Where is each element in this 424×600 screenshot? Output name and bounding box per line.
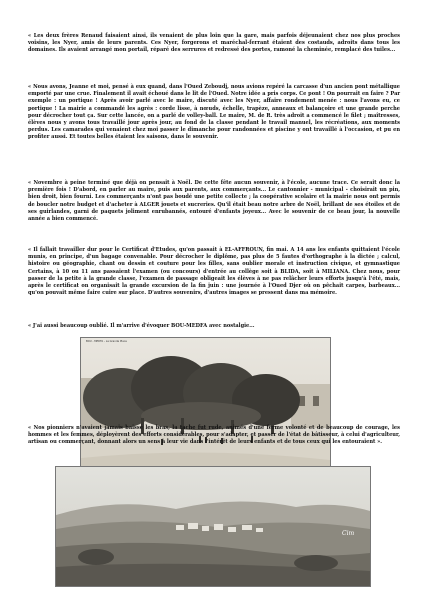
landscape-image	[56, 467, 370, 586]
paragraph-portique: « Nous avons, Jeanne et moi, pensé à eux quand, dans l'Oued Zeboudj, nous avions repéré la carcasse d'un ancien pont métallique emporté par une crue. Finalement il avait échoué dans le lit de l'Oued. Notre idée a pris corps. Ce pont ! On pourrait en faire ? Par exemple : un portique ! Après avoir parlé avec le maire, discuté avec les Nyer, affaire rondement menée : nous l'avons eu, ce portique ! La mairie a commandé les agrès : corde lisse, à nœuds, échelle, trapèze, anneaux et balançoire et une grande perche pour décrocher tout ça. Sur cette lancée, on a parlé de volley-ball. Le maire, M. de R. très adroit a commencé le filet ; maîtresses, élèves nous y avons tous travaillé jour après jour, au fond de la classe pendant le travail manuel, les récréations, aux moments perdus. Les camarades qui venaient chez moi passer le dimanche pour randonnées et piscine y ont travaillé à l'occasion, et pu en profiter aussi. Et toutes belles étaient les saisons, dans le souvenir.	[28, 84, 400, 141]
paragraph-noel: « Novembre à peine terminé que déjà on pensait à Noël. De cette fête aucun souvenir, à l'école, aucune trace. Ce serait donc la première fois ! D'abord, en parler au maire, puis aux parents, aux commerçants... Le cantonnier - municipal - choisirait un pin, bien droit, bien fourni. Les commerçants n'ont pas boudé une petite collecte ; la coopérative scolaire et la mairie nous ont permis de boucler notre budget et d'acheter à ALGER jouets et sucreries. Qu'il était beau notre arbre de Noël, brillant de ses étoiles et de ses guirlandes, garni de paquets joliment enrubannés, entouré d'enfants joyeux... Avec le souvenir de ce beau jour, la nouvelle année a bien commencé.	[28, 180, 400, 223]
paragraph-pionniers: « Nos pionniers n'avaient jamais baissé les bras, la tache fut rude, animés d'une ferme volonté et de beaucoup de courage, les hommes et les femmes, déployèrent des efforts considérables, pour s'adapter, et passer de l'état de bâtisseur, à celui d'agriculteur, artisan ou commerçant, donnant alors un sens à leur vie dans l'intérêt de leurs enfants et de tous ceux qui les entouraient ».	[28, 425, 400, 446]
paragraph-certificat: « Il fallait travailler dur pour le Certificat d'Etudes, qu'on passait à EL-AFFROUN, fin mai. A 14 ans les enfants quittaient l'école munis, en principe, d'un bagage convenable. Pour décrocher le diplôme, pas plus de 5 fautes d'orthographe à la dictée ; calcul, histoire ou géographie, chant ou dessin et couture pour les filles, sans oublier morale et instruction civique, et gymnastique Certains, à 10 ou 11 ans passaient l'examen (ou concours) d'entrée au collège soit à BLIDA, soit à MILIANA. Chez nous, pour passer de la petite à la grande classe, l'examen de passage obligeait les élèves à ne pas relâcher leurs efforts jusqu'à l'été, mais, après le certificat on organisait la grande excursion de la fin juin : une journée à l'Oued Djer où on pêchait carpes, barbeaux... qu'on pouvait même faire cuire sur place. D'autres souvenirs, d'autres images se pressent dans ma mémoire.	[28, 247, 400, 297]
landscape-photo-panorama	[55, 466, 371, 587]
postcard-caption: BOU - MEDFA - La Grande Place	[86, 340, 127, 343]
paragraph-nyer-brothers: « Les deux frères Renaud faisaient ainsi, ils venaient de plus loin que la gare, mais parfois déjeunaient chez nos plus proches voisins, les Nyer, amis de leurs parents. Ces Nyer, forgerons et maréchal-ferrant étaient des costauds, adroits dans tous les domaines. Ils avaient arrangé mon portail, réparé des serrures et redressé des portes, ramoné la cheminée, remplacé des tuiles...	[28, 33, 400, 54]
paragraph-bou-medfa: « J'ai aussi beaucoup oublié. Il m'arrive d'évoquer BOU-MEDFA avec nostalgie...	[28, 323, 255, 329]
photo-signature: Cim	[342, 530, 355, 537]
